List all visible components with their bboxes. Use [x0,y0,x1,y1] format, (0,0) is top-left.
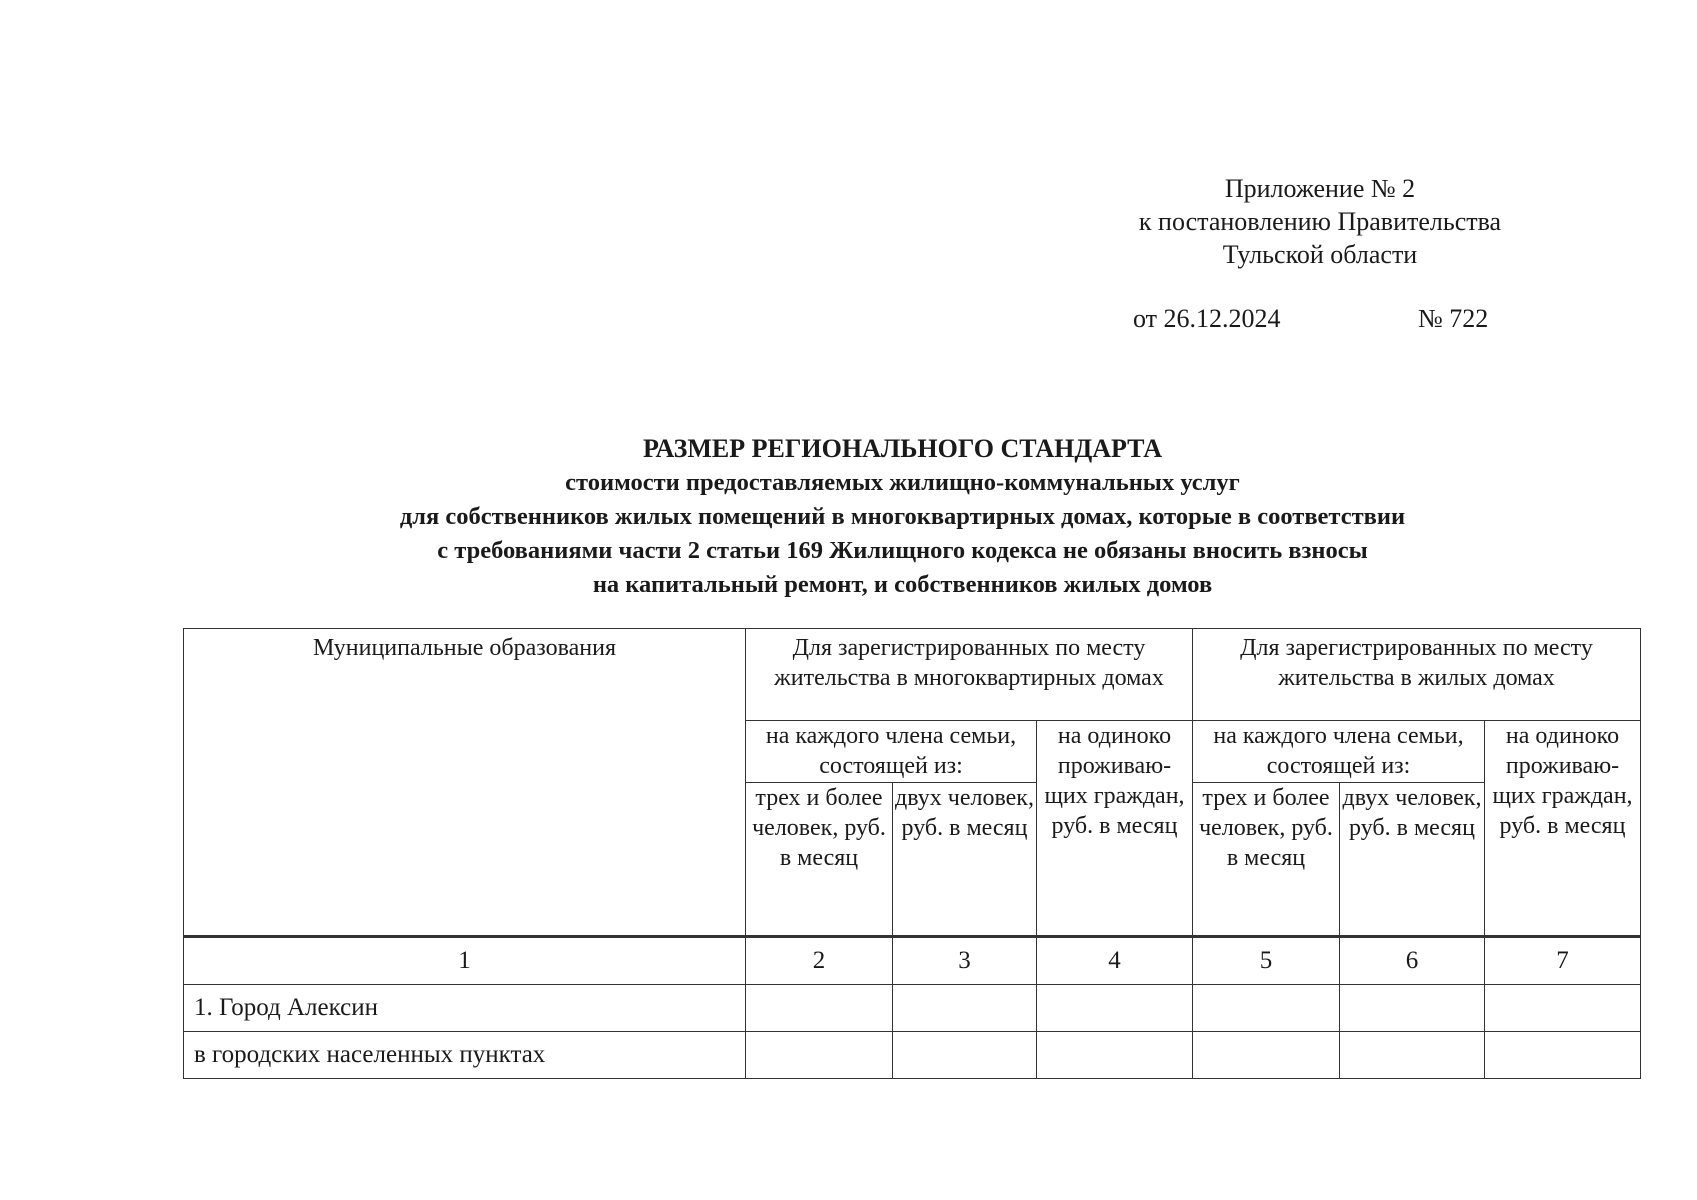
appendix-block [1040,172,1600,271]
row-label: 1. Город Алексин [184,985,746,1032]
header-two-apartments: двух человек, руб. в месяц [893,783,1037,937]
appendix-line-1: Приложение № 2 [1224,174,1416,203]
table-row [184,985,1641,1032]
title-line-1: стоимости предоставляемых жилищно-коммунальных услуг [565,469,1240,496]
table-cell [1037,985,1193,1032]
header-group-apartments: Для зарегистрированных по месту жительства в многоквартирных домах [746,629,1193,721]
column-number-6: 6 [1340,937,1485,985]
header-per-member-apartments: на каждого члена семьи, состоящей из: [746,721,1037,783]
column-number-1: 1 [184,937,746,985]
row-label: в городских населенных пунктах [184,1032,746,1079]
header-per-member-houses: на каждого члена семьи, состоящей из: [1193,721,1485,783]
appendix-line-2: к постановлению Правительства [1138,207,1502,236]
table-cell [893,1032,1037,1079]
table-cell [746,985,893,1032]
column-number-5: 5 [1193,937,1340,985]
standard-table [183,628,1641,1079]
header-group-houses: Для зарегистрированных по месту жительства в жилых домах [1193,629,1641,721]
decree-number: № 722 [1418,304,1489,333]
header-three-plus-apartments: трех и более человек, руб. в месяц [746,783,893,937]
header-two-houses: двух человек, руб. в месяц [1340,783,1485,937]
document-title [170,432,1635,602]
title-line-2: для собственников жилых помещений в многоквартирных домах, которые в соответствии [399,503,1406,530]
column-number-3: 3 [893,937,1037,985]
header-three-plus-houses: трех и более человек, руб. в месяц [1193,783,1340,937]
header-single-apartments: на одиноко проживаю-щих граждан, руб. в месяц [1037,721,1193,937]
table-row [184,1032,1641,1079]
column-number-7: 7 [1485,937,1641,985]
column-number-4: 4 [1037,937,1193,985]
table-cell [1193,1032,1340,1079]
title-line-4: на капитальный ремонт, и собственников жилых домов [592,571,1213,598]
title-line-3: с требованиями части 2 статьи 169 Жилищного кодекса не обязаны вносить взносы [437,537,1368,564]
table-cell [1340,1032,1485,1079]
title-main: РАЗМЕР РЕГИОНАЛЬНОГО СТАНДАРТА [642,434,1163,463]
header-single-houses: на одиноко проживаю-щих граждан, руб. в месяц [1485,721,1641,937]
table-cell [1193,985,1340,1032]
table-cell [1340,985,1485,1032]
header-municipalities: Муниципальные образования [184,629,746,937]
appendix-line-3: Тульской области [1222,240,1418,269]
decree-date-number [1133,304,1489,334]
table-cell [746,1032,893,1079]
column-number-2: 2 [746,937,893,985]
decree-date: от 26.12.2024 [1133,304,1281,333]
table-cell [893,985,1037,1032]
table-cell [1037,1032,1193,1079]
table-cell [1485,985,1641,1032]
table-cell [1485,1032,1641,1079]
